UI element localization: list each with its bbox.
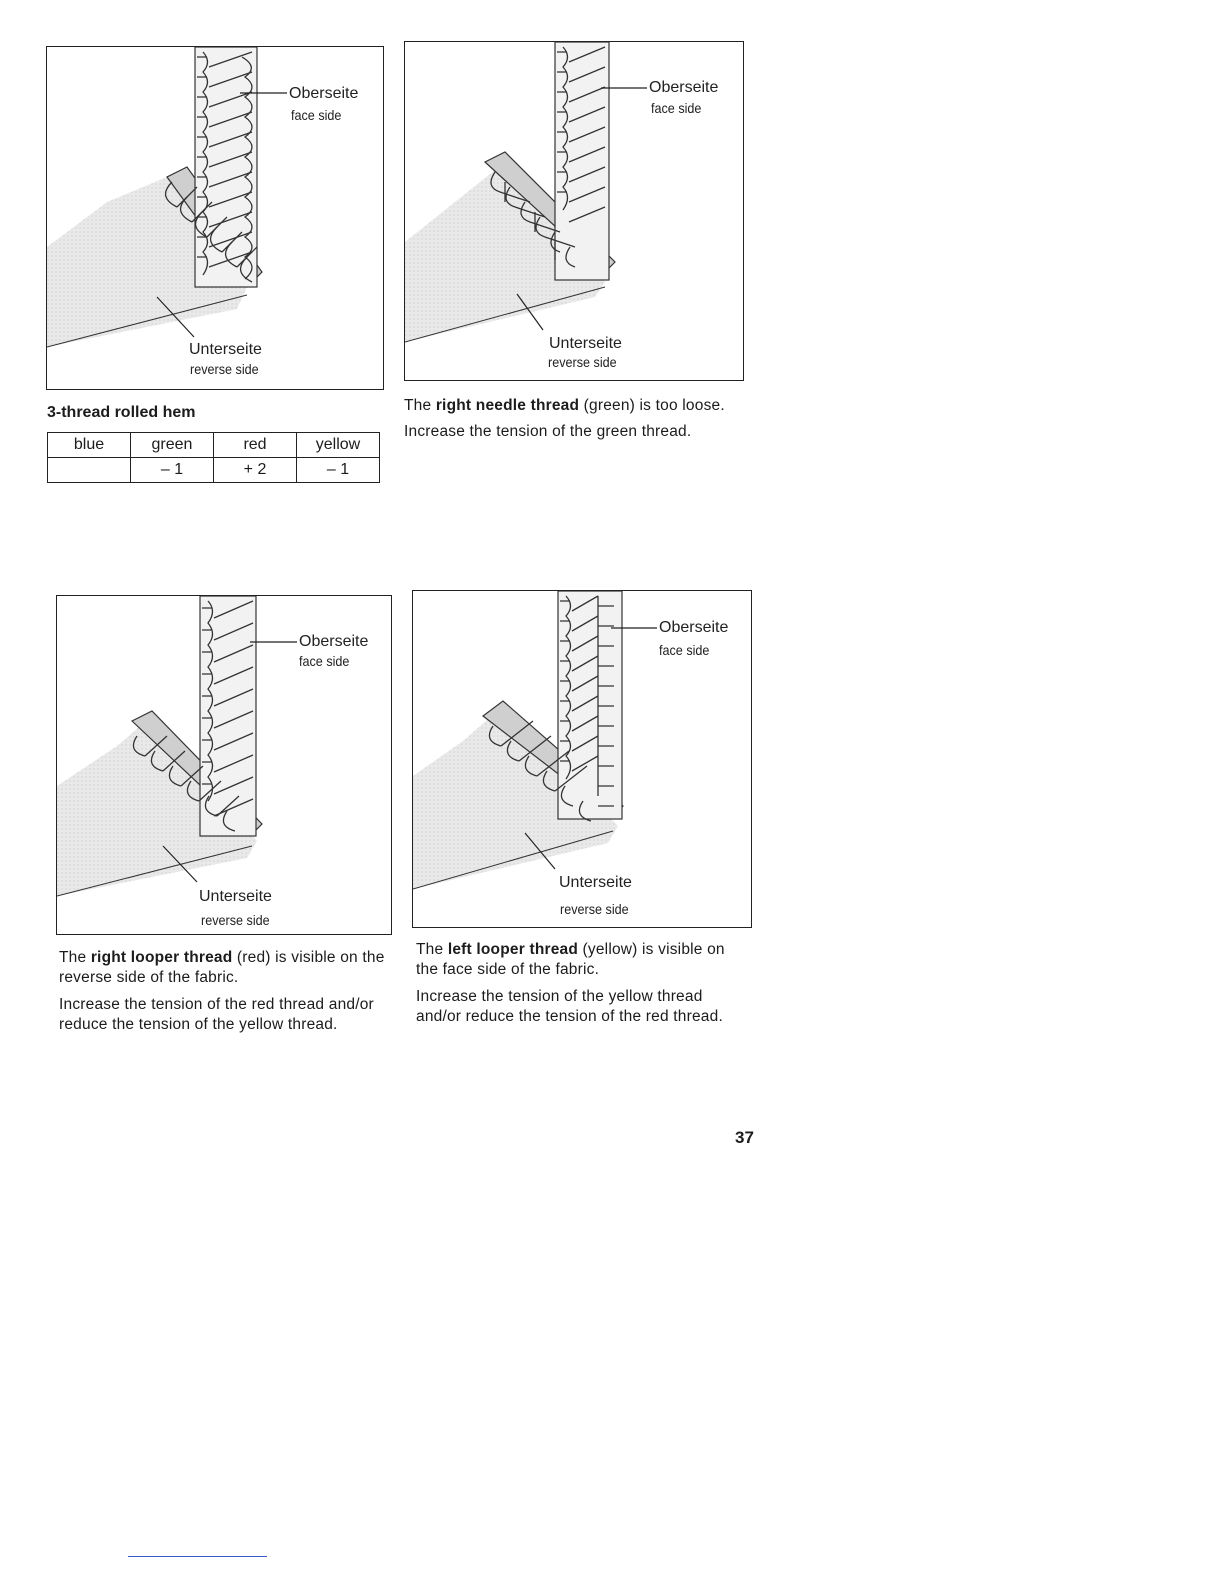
value-green: – 1: [131, 458, 214, 483]
header-green: green: [131, 433, 214, 458]
caption-bold: left looper thread: [447, 941, 579, 958]
caption-text: (green) is too loose.: [579, 397, 725, 414]
face-label-de: Oberseite: [299, 633, 369, 650]
reverse-label-en: reverse side: [190, 361, 259, 377]
caption-text: (red) is visible on the reverse side of the fabric.: [59, 949, 385, 987]
figure-rolled-hem: [46, 46, 384, 390]
tension-table: [47, 432, 380, 483]
value-red: + 2: [214, 458, 297, 483]
caption-remedy: Increase the tension of the yellow thread and/or reduce the tension of the red thread.: [416, 987, 723, 1026]
section-heading: 3-thread rolled hem: [47, 404, 196, 421]
reverse-label-de: Unterseite: [189, 341, 262, 358]
face-label-en: face side: [291, 107, 342, 123]
face-label-en: face side: [299, 653, 350, 669]
face-label-en: face side: [659, 642, 710, 658]
value-blue: [48, 458, 131, 483]
header-yellow: yellow: [297, 433, 380, 458]
caption-text: The: [416, 941, 448, 958]
reverse-label-en: reverse side: [201, 912, 270, 928]
caption-problem: [416, 940, 748, 981]
page-number: 37: [735, 1128, 754, 1147]
reverse-label-de: Unterseite: [199, 888, 272, 905]
table-value-row: [48, 458, 380, 483]
caption-text: The: [59, 949, 91, 966]
figure-right-needle-loose: [404, 41, 744, 381]
bottom-rule: [128, 1556, 267, 1557]
face-label-de: Oberseite: [289, 85, 359, 102]
reverse-label-en: reverse side: [548, 354, 617, 370]
figure-left-looper-visible: [412, 590, 752, 928]
reverse-label-de: Unterseite: [549, 335, 622, 352]
figure-right-looper-visible: [56, 595, 392, 935]
caption-remedy: Increase the tension of the red thread and/or reduce the tension of the yellow thread.: [59, 995, 374, 1034]
caption-right-needle: [404, 396, 734, 449]
caption-left-looper: [416, 940, 748, 1034]
caption-text: The: [404, 397, 436, 414]
caption-text: (yellow) is visible on the face side of the fabric.: [416, 941, 725, 979]
reverse-label-en: reverse side: [560, 901, 629, 917]
header-red: red: [214, 433, 297, 458]
caption-problem: [404, 396, 734, 416]
caption-bold: right needle thread: [435, 397, 580, 414]
caption-problem: [59, 948, 391, 989]
reverse-label-de: Unterseite: [559, 874, 632, 891]
value-yellow: – 1: [297, 458, 380, 483]
table-header-row: [48, 433, 380, 458]
face-label-de: Oberseite: [649, 79, 719, 96]
caption-bold: right looper thread: [90, 949, 233, 966]
caption-right-looper: [59, 948, 391, 1042]
header-blue: blue: [48, 433, 131, 458]
face-label-de: Oberseite: [659, 619, 729, 636]
caption-remedy: Increase the tension of the green thread.: [404, 423, 692, 441]
face-label-en: face side: [651, 100, 702, 116]
